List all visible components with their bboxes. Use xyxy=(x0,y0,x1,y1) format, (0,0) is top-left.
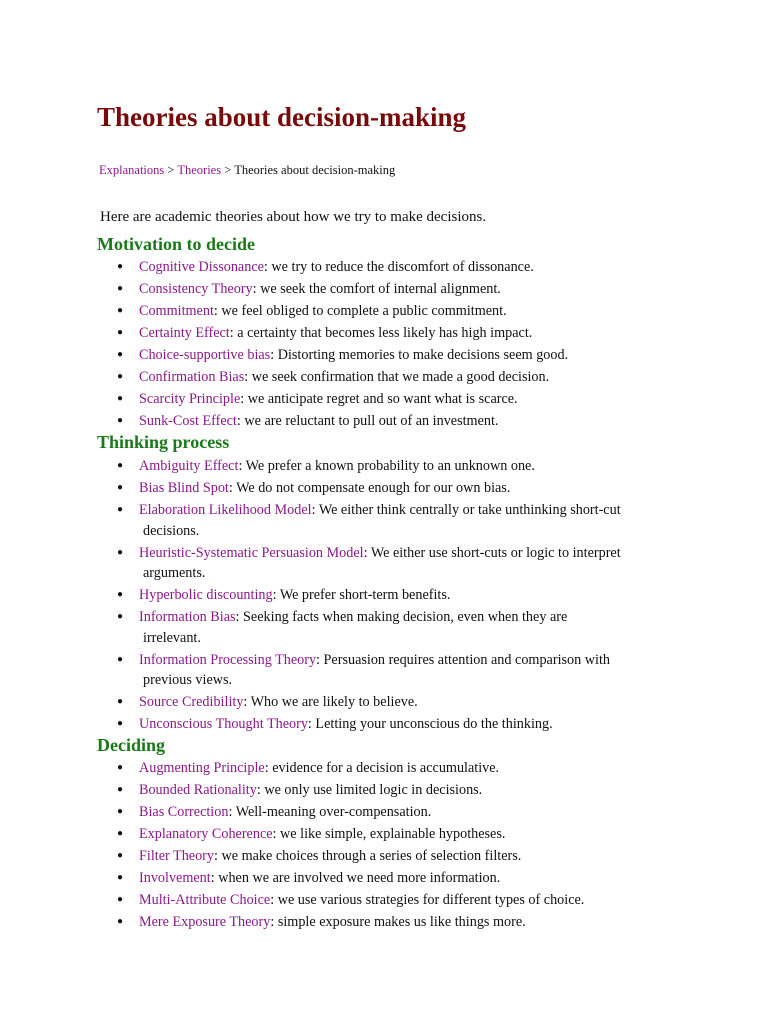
theory-link[interactable]: Bounded Rationality xyxy=(139,782,257,798)
breadcrumb-link-explanations[interactable]: Explanations xyxy=(99,163,165,177)
page-title: Theories about decision-making xyxy=(97,102,467,132)
bullet-icon: ● xyxy=(117,850,124,861)
theory-description: We do not compensate enough for our own bias. xyxy=(236,480,511,496)
bullet-icon: ● xyxy=(117,806,124,817)
theory-link[interactable]: Multi-Attribute Choice xyxy=(139,892,271,908)
theory-description: Seeking facts when making decision, even when they are xyxy=(243,609,568,625)
theory-description: Distorting memories to make decisions seem good. xyxy=(277,347,569,363)
intro-text: Here are academic theories about how we try to make decisions. xyxy=(100,209,487,225)
theory-description: a certainty that becomes less likely has high impact. xyxy=(237,325,533,341)
bullet-icon: ● xyxy=(117,327,124,338)
theory-description: when we are involved we need more information. xyxy=(218,870,501,886)
list-item: ● Sunk-Cost Effect: we are reluctant to pull out of an investment. xyxy=(0,411,768,432)
theory-link[interactable]: Augmenting Principle xyxy=(139,760,265,776)
theory-description-continued: decisions. xyxy=(143,522,200,539)
theory-description: we seek confirmation that we made a good decision. xyxy=(251,369,550,385)
theory-link[interactable]: Filter Theory xyxy=(139,848,214,864)
theory-description: we only use limited logic in decisions. xyxy=(264,782,483,798)
theory-link[interactable]: Involvement xyxy=(139,870,211,886)
bullet-icon: ● xyxy=(117,762,124,773)
breadcrumb-separator: > xyxy=(167,163,175,177)
bullet-icon: ● xyxy=(117,784,124,795)
bullet-icon: ● xyxy=(117,696,124,707)
theory-description-continued: arguments. xyxy=(143,565,206,581)
list-item: ● Augmenting Principle: evidence for a decision is accumulative. xyxy=(0,758,768,779)
theory-description: we seek the comfort of internal alignment. xyxy=(260,281,501,297)
bullet-icon: ● xyxy=(117,261,124,272)
bullet-icon: ● xyxy=(117,415,124,426)
bullet-icon: ● xyxy=(117,589,124,600)
theory-link[interactable]: Ambiguity Effect xyxy=(139,458,239,474)
list-item: ● Information Processing Theory: Persuasion requires attention and comparison with previous views. xyxy=(0,650,768,691)
theory-link[interactable]: Confirmation Bias xyxy=(139,369,245,385)
theory-link[interactable]: Explanatory Coherence xyxy=(139,826,273,842)
theory-description-continued: irrelevant. xyxy=(143,629,201,646)
theory-description: We either think centrally or take unthinking short-cut xyxy=(318,502,621,518)
bullet-icon: ● xyxy=(117,349,124,360)
theory-link[interactable]: Information Processing Theory xyxy=(139,651,317,668)
theory-link[interactable]: Commitment xyxy=(139,303,214,319)
theory-link[interactable]: Bias Blind Spot xyxy=(139,480,229,496)
theory-description: we make choices through a series of selection filters. xyxy=(221,848,522,864)
section-heading-motivation: Motivation to decide xyxy=(97,234,255,254)
list-item: ● Information Bias: Seeking facts when making decision, even when they are irrelevant. xyxy=(0,607,768,648)
list-item: ● Heuristic-Systematic Persuasion Model: We either use short-cuts or logic to interpret arguments. xyxy=(0,543,768,584)
bullet-icon: ● xyxy=(117,894,124,905)
bullet-icon: ● xyxy=(117,718,124,729)
list-item: ● Bias Correction: Well-meaning over-compensation. xyxy=(0,802,768,823)
bullet-icon: ● xyxy=(117,305,124,316)
bullet-icon: ● xyxy=(117,872,124,883)
list-item: ● Elaboration Likelihood Model: We either think centrally or take unthinking short-cut decisions. xyxy=(0,500,768,541)
list-item: ● Explanatory Coherence: we like simple, explainable hypotheses. xyxy=(0,824,768,845)
bullet-icon: ● xyxy=(117,460,124,471)
theory-link[interactable]: Elaboration Likelihood Model xyxy=(139,502,312,518)
list-item: ● Commitment: we feel obliged to complete a public commitment. xyxy=(0,301,768,322)
bullet-icon: ● xyxy=(117,611,124,622)
theory-list-deciding xyxy=(0,758,768,934)
theory-description: we feel obliged to complete a public commitment. xyxy=(221,303,507,319)
theory-description: Persuasion requires attention and comparison with xyxy=(323,651,610,668)
theory-link[interactable]: Sunk-Cost Effect xyxy=(139,413,237,429)
theory-link[interactable]: Certainty Effect xyxy=(139,325,230,341)
theory-link[interactable]: Unconscious Thought Theory xyxy=(139,716,308,732)
bullet-icon: ● xyxy=(117,546,124,558)
theory-link[interactable]: Source Credibility xyxy=(139,694,244,710)
breadcrumb-separator: > xyxy=(224,163,232,177)
theory-description: evidence for a decision is accumulative. xyxy=(272,760,500,776)
theory-link[interactable]: Information Bias xyxy=(139,609,236,625)
bullet-icon: ● xyxy=(117,482,124,493)
list-item: ● Bounded Rationality: we only use limited logic in decisions. xyxy=(0,780,768,801)
breadcrumb-link-theories[interactable]: Theories xyxy=(177,163,222,177)
list-item: ● Scarcity Principle: we anticipate regret and so want what is scarce. xyxy=(0,389,768,410)
list-item: ● Unconscious Thought Theory: Letting your unconscious do the thinking. xyxy=(0,714,768,735)
theory-description-continued: previous views. xyxy=(143,672,233,688)
bullet-icon: ● xyxy=(117,916,124,927)
bullet-icon: ● xyxy=(117,504,124,515)
bullet-icon: ● xyxy=(117,828,124,839)
bullet-icon: ● xyxy=(117,393,124,404)
list-item: ● Choice-supportive bias: Distorting memories to make decisions seem good. xyxy=(0,345,768,366)
theory-description: Well-meaning over-compensation. xyxy=(235,804,432,820)
theory-link[interactable]: Consistency Theory xyxy=(139,281,253,297)
theory-link[interactable]: Cognitive Dissonance xyxy=(139,259,264,275)
section-heading-thinking: Thinking process xyxy=(97,432,230,452)
theory-description: we anticipate regret and so want what is scarce. xyxy=(247,391,518,407)
theory-link[interactable]: Heuristic-Systematic Persuasion Model xyxy=(139,544,364,561)
theory-link[interactable]: Choice-supportive bias xyxy=(139,347,271,363)
list-item: ● Filter Theory: we make choices through a series of selection filters. xyxy=(0,846,768,867)
theory-description: simple exposure makes us like things more. xyxy=(277,914,526,930)
list-item: ● Consistency Theory: we seek the comfort of internal alignment. xyxy=(0,279,768,300)
theory-description: we are reluctant to pull out of an investment. xyxy=(244,413,499,429)
list-item: ● Cognitive Dissonance: we try to reduce the discomfort of dissonance. xyxy=(0,257,768,278)
section-heading-deciding: Deciding xyxy=(97,735,166,755)
list-item: ● Source Credibility: Who we are likely to believe. xyxy=(0,692,768,713)
list-item: ● Involvement: when we are involved we need more information. xyxy=(0,868,768,889)
list-item: ● Bias Blind Spot: We do not compensate enough for our own bias. xyxy=(0,478,768,499)
theory-description: we try to reduce the discomfort of dissonance. xyxy=(271,259,534,275)
theory-link[interactable]: Mere Exposure Theory xyxy=(139,914,271,930)
bullet-icon: ● xyxy=(117,653,124,665)
list-item: ● Confirmation Bias: we seek confirmation that we made a good decision. xyxy=(0,367,768,388)
bullet-icon: ● xyxy=(117,371,124,382)
breadcrumb xyxy=(99,162,395,178)
list-item: ● Mere Exposure Theory: simple exposure makes us like things more. xyxy=(0,912,768,933)
list-item: ● Ambiguity Effect: We prefer a known probability to an unknown one. xyxy=(0,456,768,477)
list-item: ● Hyperbolic discounting: We prefer short-term benefits. xyxy=(0,585,768,606)
theory-description: we like simple, explainable hypotheses. xyxy=(280,826,506,842)
theory-description: we use various strategies for different types of choice. xyxy=(277,892,585,908)
list-item: ● Certainty Effect: a certainty that becomes less likely has high impact. xyxy=(0,323,768,344)
breadcrumb-current: Theories about decision-making xyxy=(234,163,396,177)
theory-description: We prefer a known probability to an unknown one. xyxy=(245,458,535,474)
theory-list-motivation xyxy=(0,257,768,433)
theory-description: Who we are likely to believe. xyxy=(250,694,418,710)
theory-description: We either use short-cuts or logic to interpret xyxy=(370,544,621,561)
theory-link[interactable]: Bias Correction xyxy=(139,804,229,820)
theory-link[interactable]: Scarcity Principle xyxy=(139,391,241,407)
theory-description: We prefer short-term benefits. xyxy=(279,587,451,603)
theory-link[interactable]: Hyperbolic discounting xyxy=(139,587,273,603)
list-item: ● Multi-Attribute Choice: we use various strategies for different types of choice. xyxy=(0,890,768,911)
theory-list-thinking xyxy=(0,456,768,736)
theory-description: Letting your unconscious do the thinking. xyxy=(315,716,553,732)
bullet-icon: ● xyxy=(117,283,124,294)
